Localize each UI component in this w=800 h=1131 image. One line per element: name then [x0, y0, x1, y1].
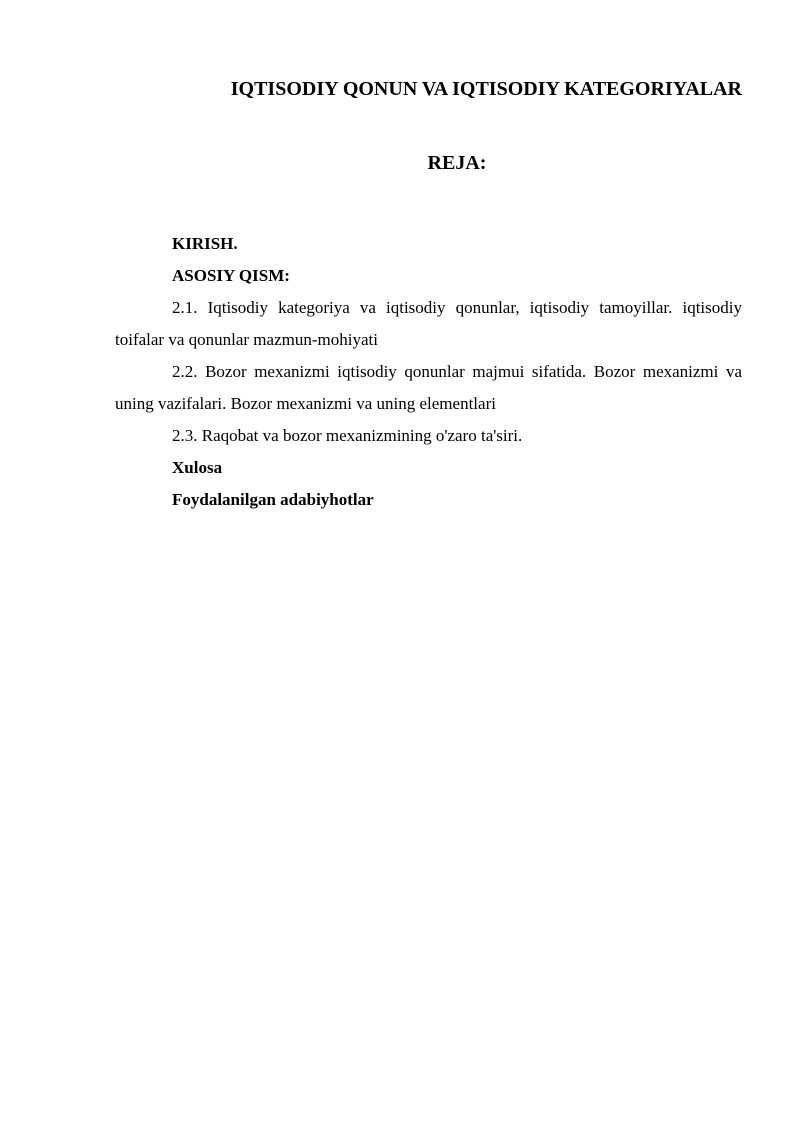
plan-item-main-part: ASOSIY QISM: [172, 266, 290, 285]
plan-heading: REJA: [427, 152, 487, 174]
document-title: IQTISODIY QONUN VA IQTISODIY KATEGORIYALAR [230, 78, 742, 100]
plan-item-2-3: 2.3. Raqobat va bozor mexanizmining o'zaro ta'siri. [172, 426, 523, 445]
plan-item-references: Foydalanilgan adabiyhotlar [172, 490, 374, 509]
plan-item-conclusion: Xulosa [172, 458, 223, 477]
plan-item-2-2: 2.2. Bozor mexanizmi iqtisodiy qonunlar majmui sifatida. Bozor mexanizmi va uning vazifalari. Bozor mexanizmi va uning elementlari [115, 362, 742, 413]
plan-item-introduction: KIRISH. [172, 234, 238, 253]
plan-item-2-1: 2.1. Iqtisodiy kategoriya va iqtisodiy qonunlar, iqtisodiy tamoyillar. iqtisodiy toifalar va qonunlar mazmun-mohiyati [115, 298, 742, 349]
plan-list [115, 228, 742, 516]
